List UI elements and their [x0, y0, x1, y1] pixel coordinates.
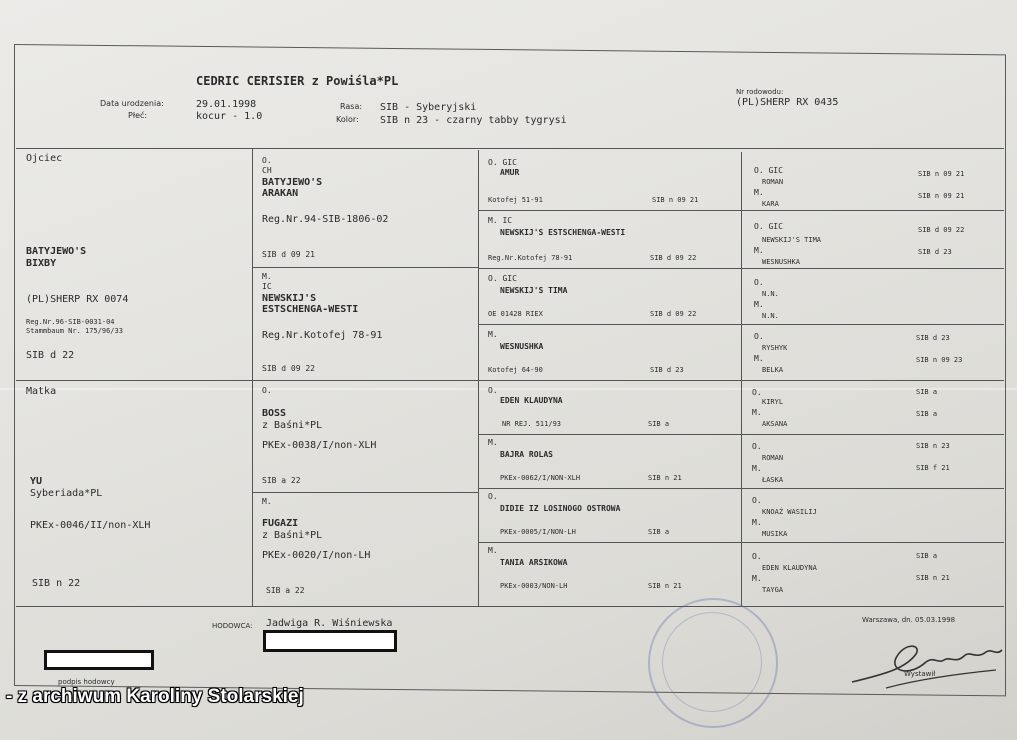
gen3-color: SIB d 09 22: [650, 310, 697, 318]
gen2-name-2: ESTSCHENGA-WESTI: [262, 304, 359, 315]
gen4-dam-name: N.N.: [762, 312, 779, 320]
gen3-divider-1: [478, 210, 1004, 211]
gen3-name: EDEN KLAUDYNA: [500, 396, 563, 405]
gen3-rel: O. GIC: [488, 158, 517, 167]
color-label: Kolor:: [336, 115, 359, 124]
redaction-box: [263, 630, 397, 652]
gen3-reg: NR REJ. 511/93: [502, 420, 562, 428]
gen2-divider-b: [252, 492, 478, 493]
gen2-rel: M.: [262, 497, 272, 506]
gen3-rel: M.: [488, 546, 498, 555]
gen4-dam-rel: M.: [754, 246, 764, 255]
dob-value: 29.01.1998: [196, 99, 257, 110]
gen3-color: SIB a: [648, 528, 670, 536]
gen2-rel: O.: [262, 386, 272, 395]
gen4-sire-name: KNOAŹ WASILIJ: [762, 508, 817, 516]
gen4-dam-color: SIB n 21: [916, 574, 950, 582]
gen2-title: IC: [262, 282, 272, 291]
gen4-sire-rel: O.: [754, 332, 764, 341]
gen2-divider-a: [252, 267, 478, 268]
gen4-sire-rel: O.: [752, 496, 762, 505]
gen4-dam-rel: M.: [754, 354, 764, 363]
breeder-label: HODOWCA:: [212, 622, 253, 630]
gen3-reg: PKEx-0005/I/NON-LH: [500, 528, 576, 536]
gen3-divider-6: [478, 488, 1004, 489]
gen3-name: WESNUSHKA: [500, 342, 544, 351]
gen2-rel: M.: [262, 272, 272, 281]
gen2-reg: Reg.Nr.Kotofej 78-91: [262, 330, 383, 341]
reg-label: Nr rodowodu:: [736, 88, 784, 96]
color-value: SIB n 23 - czarny tabby tygrysi: [380, 115, 567, 126]
gen4-dam-name: WESNUSHKA: [762, 258, 800, 266]
gen4-sire-rel: O.: [752, 552, 762, 561]
gen4-dam-rel: M.: [752, 464, 762, 473]
gen4-sire-rel: O. GIC: [754, 222, 783, 231]
gen2-rel: O.: [262, 156, 272, 165]
gen4-dam-name: AKSANA: [762, 420, 788, 428]
gen3-reg: PKEx-0062/I/NON-XLH: [500, 474, 581, 482]
gen4-dam-color: SIB d 23: [918, 248, 952, 256]
gen3-reg: Kotofej 51-91: [488, 196, 543, 204]
col-divider-3: [741, 152, 742, 606]
father-reg: (PL)SHERP RX 0074: [26, 294, 129, 305]
gen4-dam-rel: M.: [752, 574, 762, 583]
gen3-name: TANIA ARSIKOWA: [500, 558, 568, 567]
gen4-dam-rel: M.: [754, 300, 764, 309]
gen2-name-2: z Baśni*PL: [262, 530, 323, 541]
gen3-color: SIB n 09 21: [652, 196, 699, 204]
breed-value: SIB - Syberyjski: [380, 102, 477, 113]
gen4-sire-color: SIB n 09 21: [918, 170, 965, 178]
gen4-sire-rel: O.: [752, 388, 762, 397]
gen4-sire-color: SIB a: [916, 552, 938, 560]
gen3-rel: O.: [488, 492, 498, 501]
gen4-dam-rel: M.: [754, 188, 764, 197]
gen3-divider-7: [478, 542, 1004, 543]
gen3-divider-3: [478, 324, 1004, 325]
gen3-name: BAJRA ROLAS: [500, 450, 553, 459]
gen4-sire-color: SIB n 23: [916, 442, 950, 450]
father-reg-2: Reg.Nr.96-SIB-0031-04: [26, 318, 115, 326]
gen4-sire-name: KIRYL: [762, 398, 784, 406]
mother-name-2: Syberiada*PL: [30, 488, 103, 499]
mother-reg: PKEx-0046/II/non-XLH: [30, 520, 151, 531]
mother-color: SIB n 22: [32, 578, 81, 589]
signature-label: podpis hodowcy: [58, 678, 115, 686]
sex-value: kocur - 1.0: [196, 111, 263, 122]
gen3-name: DIDIE IZ LOSINOGO OSTROWA: [500, 504, 621, 513]
issued-label: Wystawił: [904, 670, 936, 678]
gen4-dam-color: SIB a: [916, 410, 938, 418]
gen4-sire-name: ROMAN: [762, 454, 784, 462]
gen3-color: SIB a: [648, 420, 670, 428]
gen4-sire-color: SIB a: [916, 388, 938, 396]
gen4-sire-rel: O. GIC: [754, 166, 783, 175]
gen4-dam-rel: M.: [752, 518, 762, 527]
gen3-color: SIB n 21: [648, 582, 682, 590]
gen2-color: SIB d 09 22: [262, 364, 315, 373]
gen2-title: CH: [262, 166, 272, 175]
gen2-name-1: BOSS: [262, 408, 287, 419]
gen3-rel: M.: [488, 438, 498, 447]
redaction-box: [44, 650, 154, 670]
gen3-rel: O.: [488, 386, 498, 395]
place-date: Warszawa, dn. 05.03.1998: [862, 616, 956, 624]
gen4-dam-name: MUSIKA: [762, 530, 788, 538]
gen4-sire-name: RYSHYK: [762, 344, 788, 352]
footer-divider: [16, 606, 1004, 607]
gen4-sire-color: SIB d 09 22: [918, 226, 965, 234]
col-divider-1: [252, 148, 253, 606]
gen2-color: SIB a 22: [262, 476, 301, 485]
gen2-name-2: z Baśni*PL: [262, 420, 323, 431]
gen4-sire-name: N.N.: [762, 290, 779, 298]
gen2-name-1: NEWSKIJ'S: [262, 293, 317, 304]
gen3-rel: O. GIC: [488, 274, 517, 283]
father-reg-3: Stammbaum Nr. 175/96/33: [26, 327, 123, 335]
gen3-reg: PKEx-0003/NON-LH: [500, 582, 568, 590]
dob-label: Data urodzenia:: [100, 99, 164, 108]
breeder-name: Jadwiga R. Wiśniewska: [266, 618, 393, 629]
father-label: Ojciec: [26, 153, 63, 164]
sex-label: Płeć:: [128, 111, 148, 120]
father-name-1: BATYJEWO'S: [26, 246, 87, 257]
mother-name-1: YU: [30, 476, 43, 487]
gen4-dam-name: KARA: [762, 200, 779, 208]
parents-divider: [16, 380, 1004, 381]
gen4-sire-rel: O.: [754, 278, 764, 287]
gen4-sire-color: SIB d 23: [916, 334, 950, 342]
gen2-name-2: ARAKAN: [262, 188, 299, 199]
breed-label: Rasa:: [340, 102, 363, 111]
gen2-reg: Reg.Nr.94-SIB-1806-02: [262, 214, 389, 225]
gen3-divider-5: [478, 434, 1004, 435]
gen4-sire-name: NEWSKIJ'S TIMA: [762, 236, 822, 244]
gen4-dam-name: ŁASKA: [762, 476, 784, 484]
gen2-name-1: FUGAZI: [262, 518, 299, 529]
gen4-sire-rel: O.: [752, 442, 762, 451]
gen4-dam-name: BELKA: [762, 366, 784, 374]
gen3-reg: Reg.Nr.Kotofej 78-91: [488, 254, 573, 262]
header-divider: [16, 148, 1004, 149]
gen3-name: NEWSKIJ'S ESTSCHENGA-WESTI: [500, 228, 626, 237]
gen4-dam-color: SIB f 21: [916, 464, 950, 472]
gen3-reg: OE 01428 RIEX: [488, 310, 543, 318]
gen3-divider-2: [478, 268, 1004, 269]
gen3-color: SIB d 09 22: [650, 254, 697, 262]
archive-caption: - z archiwum Karoliny Stolarskiej: [6, 686, 304, 707]
cat-name: CEDRIC CERISIER z Powiśla*PL: [196, 74, 399, 88]
gen4-sire-name: EDEN KLAUDYNA: [762, 564, 817, 572]
gen3-rel: M. IC: [488, 216, 513, 225]
gen4-dam-color: SIB n 09 21: [918, 192, 965, 200]
gen2-name-1: BATYJEWO'S: [262, 177, 323, 188]
col-divider-2: [478, 150, 479, 606]
father-name-2: BIXBY: [26, 258, 57, 269]
gen4-dam-color: SIB n 09 23: [916, 356, 963, 364]
signature-scribble: [846, 634, 1006, 694]
reg-value: (PL)SHERP RX 0435: [736, 97, 839, 108]
gen3-name: NEWSKIJ'S TIMA: [500, 286, 568, 295]
gen2-reg: PKEx-0020/I/non-LH: [262, 550, 371, 561]
gen4-dam-name: TAYGA: [762, 586, 784, 594]
gen4-sire-name: ROMAN: [762, 178, 784, 186]
gen3-name: AMUR: [500, 168, 520, 177]
gen2-color: SIB a 22: [266, 586, 305, 595]
gen2-reg: PKEx-0038/I/non-XLH: [262, 440, 377, 451]
gen3-reg: Kotofej 64-90: [488, 366, 543, 374]
father-color: SIB d 22: [26, 350, 75, 361]
official-stamp: [648, 598, 778, 728]
gen3-color: SIB d 23: [650, 366, 684, 374]
gen3-color: SIB n 21: [648, 474, 682, 482]
gen3-rel: M.: [488, 330, 498, 339]
gen4-dam-rel: M.: [752, 408, 762, 417]
gen2-color: SIB d 09 21: [262, 250, 315, 259]
mother-label: Matka: [26, 386, 57, 397]
